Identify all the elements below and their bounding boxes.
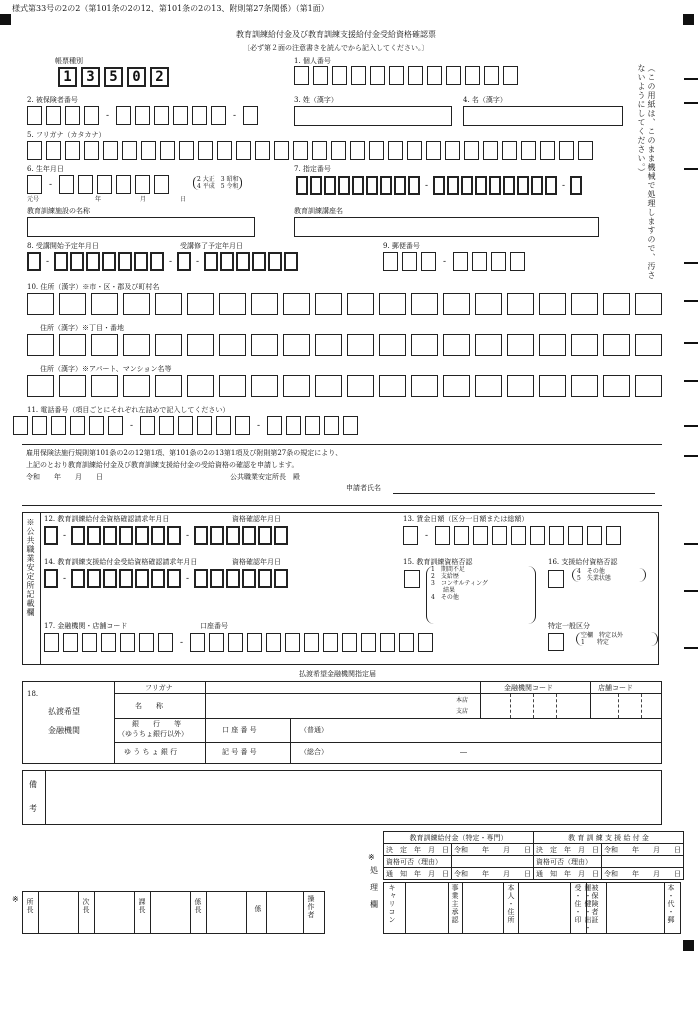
facility-label: 教育訓練施設の名称: [27, 207, 90, 215]
timing-mark: [684, 425, 698, 427]
career-consulting-label: キャリコン: [388, 884, 396, 924]
remarks-box[interactable]: [22, 770, 662, 825]
year-label: 年: [95, 196, 102, 203]
general-account-label: （総合）: [300, 748, 328, 756]
insured-number-label: 2. 被保険者番号: [27, 96, 78, 104]
regular-account-label: （普通）: [300, 726, 328, 734]
declaration-line-2: 上記のとおり教育訓練給付金及び教育訓練支援給付金の受給資格の確認を申請します。: [26, 461, 299, 469]
ledger-type-digits: [58, 67, 173, 87]
ledger-digit: 2: [150, 67, 169, 87]
support-claim-date-label: 14. 教育訓練支援給付金受給資格確認請求年月日: [44, 558, 198, 566]
furigana-input[interactable]: [27, 141, 597, 160]
stamp-staff: 係: [254, 905, 262, 913]
address-street-input[interactable]: [27, 334, 662, 356]
postal-code-input[interactable]: -: [383, 252, 529, 271]
process-side-1: 処: [370, 866, 378, 875]
insured-number-input[interactable]: - -: [27, 106, 262, 125]
support-denial-input[interactable]: [548, 570, 564, 588]
declaration-line-1: 雇用保険法施行規則第101条の2の12第1項、第101条の2の13第1項及び附則第27条の規定により、: [26, 449, 343, 457]
given-name-input[interactable]: [463, 106, 623, 126]
timing-mark: [684, 543, 698, 545]
era-label: 元号: [27, 196, 40, 203]
other-bank-label: 銀 行 等: [132, 720, 181, 728]
process-side-3: 欄: [370, 900, 378, 909]
surname-label: 3. 姓（漢字）: [294, 96, 338, 104]
declaration-date: 令和 年 月 日: [26, 473, 103, 481]
yucho-bank-label: ゆ う ち ょ 銀 行: [124, 748, 178, 756]
era-options: 2 大正 3 昭和 4 平成 5 令和: [193, 176, 242, 190]
approval-stamp-row: [22, 891, 325, 934]
support-claim-dates-input[interactable]: - -: [44, 569, 290, 588]
document-check-label: 運・健・出・受・住・印: [574, 884, 592, 932]
surname-input[interactable]: [294, 106, 452, 126]
edu-claim-date-label: 12. 教育訓練給付金資格確認請求年月日: [44, 515, 170, 523]
special-category-input[interactable]: [548, 633, 564, 651]
course-dates-input[interactable]: - - -: [27, 252, 300, 271]
phone-input[interactable]: - -: [13, 416, 362, 435]
ledger-digit: 0: [127, 67, 146, 87]
head-office-label: 本店: [456, 697, 469, 704]
insured-card-label: 被保険者証: [591, 884, 599, 924]
proxy-mail-label: 本・代・郵: [667, 884, 675, 924]
stamp-deputy: 次長: [82, 898, 90, 914]
process-check-grid: [383, 882, 681, 934]
address-city-label: 10. 住所（漢字）※市・区・郡及び町村名: [27, 283, 160, 291]
course-label: 教育訓練講座名: [294, 207, 343, 215]
address-street-label: 住所（漢字）※丁目・番地: [40, 324, 124, 332]
registration-mark-bottom-right: [683, 940, 694, 951]
branch-office-label: 支店: [456, 708, 469, 715]
timing-mark: [684, 168, 698, 170]
course-start-label: 8. 受講開始予定年月日: [27, 242, 99, 250]
bank-code-boxes[interactable]: [488, 694, 579, 718]
remarks-label-2: 考: [29, 804, 37, 813]
registration-mark-top-left: [0, 14, 11, 25]
remarks-label-1: 備: [29, 780, 37, 789]
process-table: 教育訓練給付金（特定・専門） 教 育 訓 練 支 援 給 付 金 決 定 年 月 日 令和 年 月 日 決 定 年 月 日 令和 年 月 日 資格可否（理由） 資格可否（理由） 通 知 年 月 日 令和 年 月 日 通 知 年 月 日 令和 年 月 日: [383, 831, 684, 880]
phone-label: 11. 電話番号（項目ごとにそれぞれ左詰めで記入してください）: [27, 406, 230, 414]
bank-label-line1: 払渡希望: [48, 707, 80, 716]
daily-wage-input[interactable]: -: [403, 526, 625, 545]
day-label: 日: [180, 196, 187, 203]
bank-item-number: 18.: [27, 690, 39, 698]
branch-code-boxes[interactable]: [596, 694, 664, 718]
postal-code-label: 9. 郵便番号: [383, 242, 420, 250]
bank-code-input[interactable]: -: [44, 633, 437, 652]
account-number-label: 口座番号: [200, 622, 228, 630]
edu-denial-input[interactable]: [404, 570, 420, 588]
special-category-options: 空欄 特定以外 1 特定: [576, 632, 658, 646]
bank-label-line2: 金融機関: [48, 726, 80, 735]
branch-code-heading: 店舗コード: [598, 684, 633, 692]
form-number: 様式第33号の2の2（第101条の2の12、第101条の2の13、附則第27条関係）（第1面）: [12, 4, 329, 13]
timing-mark: [684, 647, 698, 649]
machine-processing-note: （この用紙は、このまま機械で処理しますので、汚さないようにしてください。）: [637, 64, 656, 280]
bank-code-label: 17. 金融機関・店舗コード: [44, 622, 128, 630]
form-title: 教育訓練給付金及び教育訓練支援給付金受給資格確認票: [236, 30, 436, 39]
furigana-label: 5. フリガナ（カタカナ）: [27, 131, 106, 139]
stamp-director: 所長: [26, 898, 34, 914]
support-denial-options: 4 その他 5 失業状態: [572, 568, 646, 582]
stamp-mark: ※: [12, 895, 19, 904]
person-address-label: 本人・住所: [507, 884, 515, 924]
ledger-digit: 3: [81, 67, 100, 87]
furigana-heading: フリガナ: [145, 684, 173, 692]
bank-code-heading: 金融機関コード: [504, 684, 553, 692]
birthdate-input[interactable]: -: [27, 175, 173, 194]
other-bank-sublabel: （ゆうちょ銀行以外）: [118, 730, 188, 738]
applicant-name-line: [393, 493, 655, 494]
support-confirm-date-label: 資格確認年月日: [232, 558, 281, 566]
edu-confirm-date-label: 資格確認年月日: [232, 515, 281, 523]
office-use-side-label: ※公共職業安定所記載欄: [26, 518, 35, 617]
ledger-digit: 5: [104, 67, 123, 87]
stamp-section-chief: 課長: [138, 898, 146, 914]
address-building-input[interactable]: [27, 375, 662, 397]
course-end-label: 受講修了予定年月日: [180, 242, 243, 250]
symbol-dash: ―: [460, 748, 467, 756]
personal-number-input[interactable]: [294, 66, 522, 85]
timing-mark: [684, 342, 698, 344]
birthdate-label: 6. 生年月日: [27, 165, 64, 173]
timing-mark: [684, 78, 698, 80]
course-input[interactable]: [294, 217, 599, 237]
bank-designation-title: 払渡希望金融機関指定届: [299, 670, 376, 678]
stamp-subsection-chief: 係長: [194, 898, 202, 914]
office-use-divider: [40, 512, 41, 665]
timing-mark: [684, 300, 698, 302]
bank-name-heading: 名 称: [135, 702, 163, 710]
address-city-input[interactable]: [27, 293, 662, 315]
declaration-bottom-rule: [22, 505, 662, 506]
edu-denial-options: 1 期間不足 2 支給歴 3 コンサルティング 結果 4 その他: [426, 566, 536, 624]
timing-mark: [684, 380, 698, 382]
facility-input[interactable]: [27, 217, 255, 237]
ledger-digit: 1: [58, 67, 77, 87]
special-category-label: 特定一般区分: [548, 622, 590, 630]
process-side-2: 理: [370, 883, 378, 892]
timing-mark: [684, 455, 698, 457]
symbol-number-heading: 記 号 番 号: [222, 748, 257, 756]
month-label: 月: [140, 196, 147, 203]
timing-mark: [684, 102, 698, 104]
declaration-office: 公共職業安定所長 殿: [230, 473, 300, 481]
designated-number-label: 7. 指定番号: [294, 165, 331, 173]
edu-denial-label: 15. 教育訓練資格否認: [403, 558, 473, 566]
support-denial-label: 16. 支援給付資格否認: [548, 558, 618, 566]
designated-number-input[interactable]: - -: [296, 176, 584, 195]
timing-mark: [684, 590, 698, 592]
applicant-name-label: 申請者氏名: [346, 484, 381, 492]
form-subtitle: 〔必ず第２面の注意書きを読んでから記入してください。〕: [243, 44, 429, 52]
account-number-heading: 口 座 番 号: [222, 726, 257, 734]
daily-wage-label: 13. 賃金日額（区分一日額または総額）: [403, 515, 529, 523]
given-name-label: 4. 名（漢字）: [463, 96, 507, 104]
edu-claim-dates-input[interactable]: - -: [44, 526, 290, 545]
declaration-top-rule: [22, 444, 662, 445]
process-mark: ※: [368, 853, 375, 862]
registration-mark-top-right: [683, 14, 694, 25]
ledger-type-label: 帳票種別: [55, 57, 83, 65]
stamp-operator: 操作者: [307, 895, 315, 919]
personal-number-label: 1. 個人番号: [294, 57, 331, 65]
employer-approval-label: 事業主承認: [451, 884, 459, 924]
timing-mark: [684, 262, 698, 264]
address-building-label: 住所（漢字）※アパート、マンション名等: [40, 365, 172, 373]
